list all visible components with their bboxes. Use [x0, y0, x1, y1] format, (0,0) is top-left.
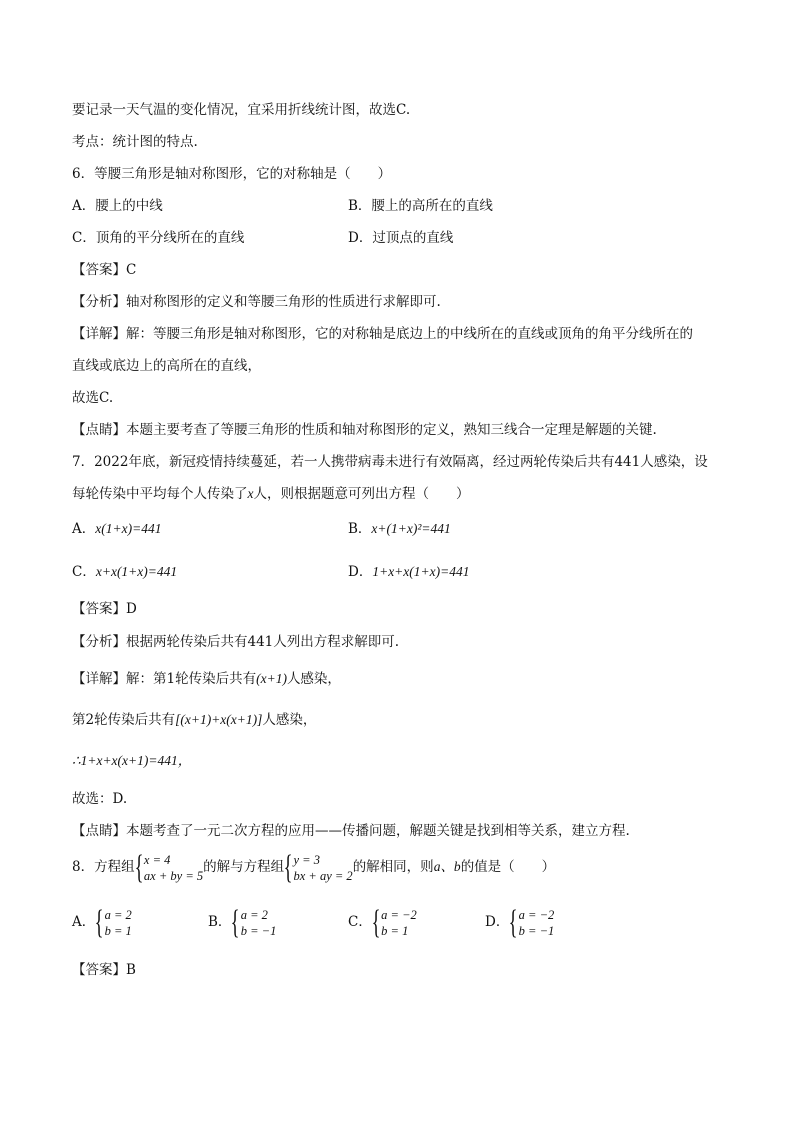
- q7-option-b: [348, 520, 451, 538]
- option-label: D．: [348, 564, 373, 580]
- q7-option-d-expression: 1+x+x(1+x)=441: [372, 564, 470, 579]
- equation-line: y = 3: [293, 852, 320, 867]
- q6-answer: 【答案】C: [72, 262, 137, 278]
- equation-line: a = −2: [518, 907, 555, 922]
- q7-option-c-expression: x+x(1+x)=441: [95, 564, 178, 579]
- q8-option-a: [72, 902, 132, 942]
- q7-stem-text: 每轮传染中平均每个人传染了: [72, 486, 248, 502]
- option-label: D．: [485, 914, 510, 930]
- q7-option-d: [348, 563, 470, 581]
- q6-detail-line-2: 直线或底边上的高所在的直线，: [72, 358, 261, 374]
- equation-line: b = −1: [240, 923, 277, 938]
- q6-detail-line-1: 【详解】解：等腰三角形是轴对称图形，它的对称轴是底边上的中线所在的直线或顶角的角平分线所在的: [72, 326, 693, 342]
- q7-detail-line-3: ∴1+x+x(x+1)=441，: [72, 753, 192, 768]
- q8-option-c: [348, 902, 417, 942]
- option-label: A．: [72, 521, 96, 537]
- q8-stem-text: 8．方程组: [72, 859, 135, 875]
- q8-option-b: [208, 902, 276, 942]
- q6-option-a: A．腰上的中线: [72, 198, 163, 214]
- brace-icon: {: [134, 848, 144, 886]
- brace-icon: {: [231, 903, 241, 941]
- brace-icon: {: [509, 903, 518, 941]
- equation-system-1: [134, 848, 204, 886]
- option-label: C．: [348, 914, 372, 930]
- detail-expression: [(x+1)+x(x+1)]: [175, 712, 263, 727]
- option-label: A．: [72, 914, 96, 930]
- q8-stem-text: 的解相同，则: [352, 859, 434, 875]
- option-system: [231, 903, 277, 941]
- option-label: B．: [208, 914, 232, 930]
- q6-analysis: 【分析】轴对称图形的定义和等腰三角形的性质进行求解即可.: [72, 294, 441, 310]
- brace-icon: {: [283, 848, 293, 886]
- q8-stem-text: 的值是（ ）: [460, 859, 556, 875]
- q8-option-d: [485, 902, 554, 942]
- q7-detail-line-1: [72, 670, 341, 688]
- text-line: 要记录一天气温的变化情况，宜采用折线统计图，故选C.: [72, 102, 411, 118]
- q7-detail-line-2: [72, 711, 316, 729]
- equation-line: x = 4: [143, 852, 171, 867]
- q6-choose: 故选C.: [72, 390, 114, 406]
- q7-stem-text: 人，则根据题意可列出方程（ ）: [253, 486, 470, 502]
- question-8-stem: [72, 847, 555, 887]
- brace-icon: {: [94, 903, 104, 941]
- brace-icon: {: [371, 903, 381, 941]
- equation-system-2: [283, 848, 353, 886]
- detail-text: 人感染，: [262, 712, 317, 728]
- q8-answer: 【答案】B: [72, 962, 136, 978]
- q7-option-b-expression: x+(1+x)²=441: [371, 521, 451, 536]
- detail-text: 第2轮传染后共有: [72, 712, 176, 728]
- equation-line: bx + ay = 2: [293, 868, 353, 883]
- q7-option-a-expression: x(1+x)=441: [95, 521, 162, 536]
- q6-option-b: B．腰上的高所在的直线: [348, 198, 493, 214]
- option-system: [509, 903, 555, 941]
- q6-option-c: C．顶角的平分线所在的直线: [72, 230, 245, 246]
- q7-option-c: [72, 563, 177, 581]
- equation-line: b = 1: [381, 923, 409, 938]
- q7-analysis: 【分析】根据两轮传染后共有441人列出方程求解即可.: [72, 634, 400, 650]
- q7-answer: 【答案】D: [72, 601, 137, 617]
- equation-line: a = −2: [381, 907, 417, 922]
- q7-option-a: [72, 520, 161, 538]
- option-label: B．: [348, 521, 372, 537]
- q7-comment: 【点睛】本题考查了一元二次方程的应用——传播问题，解题关键是找到相等关系，建立方程.: [72, 823, 630, 839]
- equation-line: b = −1: [518, 923, 555, 938]
- q6-option-d: D．过顶点的直线: [348, 230, 454, 246]
- option-label: C．: [72, 564, 96, 580]
- equation-line: ax + by = 5: [143, 868, 204, 883]
- question-7-stem-line-2: [72, 485, 470, 503]
- question-6-stem: 6．等腰三角形是轴对称图形，它的对称轴是（ ）: [72, 166, 392, 182]
- question-7-stem-line-1: 7．2022年底，新冠疫情持续蔓延，若一人携带病毒未进行有效隔离，经过两轮传染后共有441人感染，设: [72, 454, 708, 470]
- equation-line: a = 2: [240, 907, 268, 922]
- q7-choose: 故选：D.: [72, 791, 128, 807]
- detail-text: 人感染，: [286, 671, 341, 687]
- q8-stem-text: 的解与方程组: [203, 859, 285, 875]
- detail-expression: (x+1): [256, 671, 287, 686]
- q7-stem-variable: x: [247, 486, 254, 501]
- detail-text: 【详解】解：第1轮传染后共有: [72, 671, 257, 687]
- q8-variables: a、b: [433, 859, 461, 874]
- text-line: 考点：统计图的特点.: [72, 134, 198, 150]
- option-system: [371, 903, 417, 941]
- equation-line: a = 2: [104, 907, 132, 922]
- option-system: [94, 903, 132, 941]
- equation-line: b = 1: [104, 923, 132, 938]
- q6-comment: 【点睛】本题主要考查了等腰三角形的性质和轴对称图形的定义，熟知三线合一定理是解题的关键.: [72, 422, 657, 438]
